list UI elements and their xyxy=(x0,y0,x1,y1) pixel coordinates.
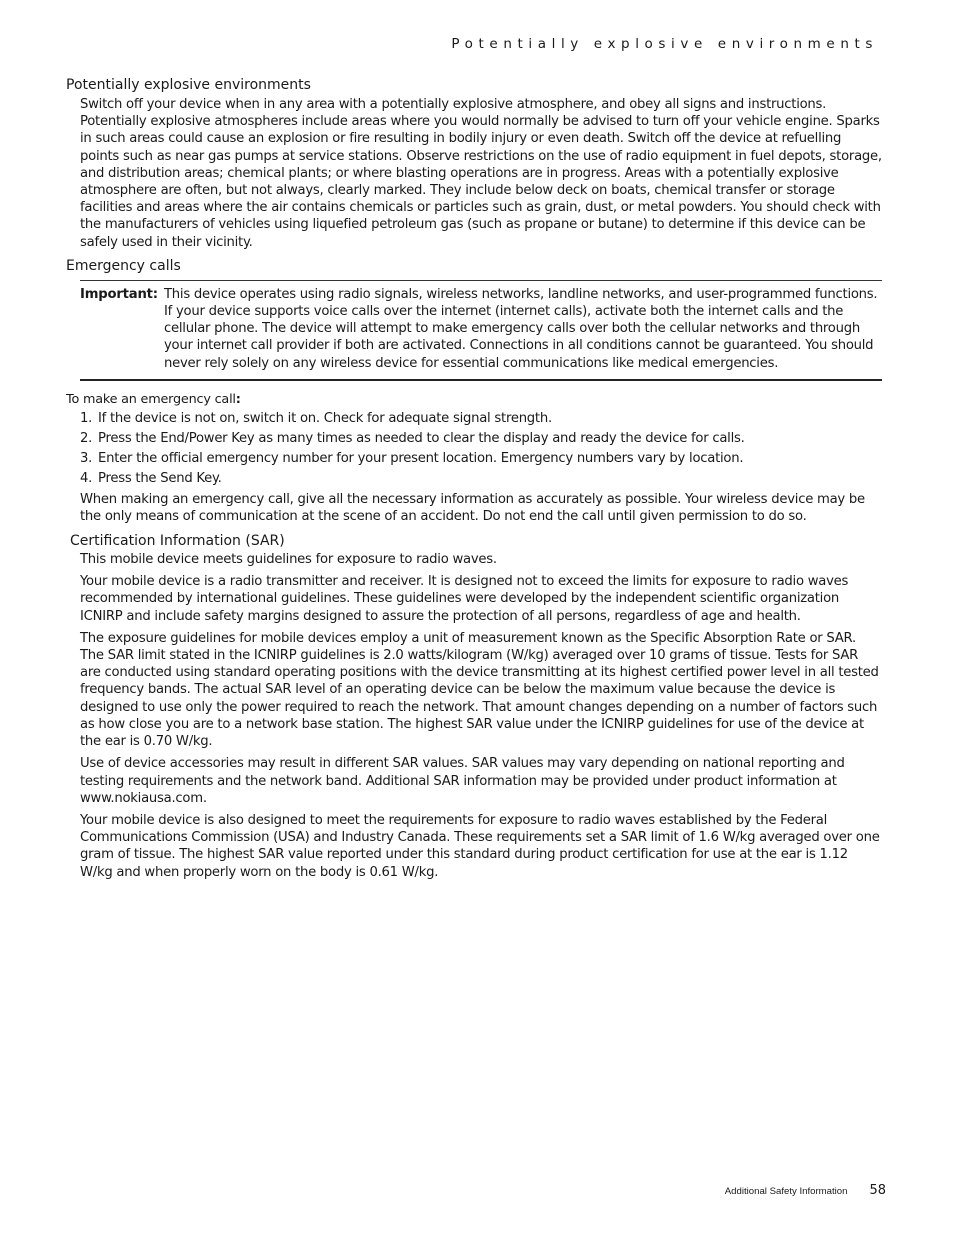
step-text: Press the End/Power Key as many times as needed to clear the display and ready the device for calls. xyxy=(98,431,745,447)
page-footer xyxy=(725,1183,886,1198)
section-heading-sar: Certification Information (SAR) xyxy=(70,533,285,550)
paragraph-sar: Use of device accessories may result in different SAR values. SAR values may vary depending on national reporting and testing requirements and the network band. Additional SAR information may be provided under product information at www.nokiausa.com. xyxy=(80,756,845,806)
footer-section-title: Additional Safety Information xyxy=(724,1186,848,1197)
step-number: 4. xyxy=(80,471,93,487)
paragraph-sar: Your mobile device is a radio transmitter and receiver. It is designed not to exceed the limits for exposure to radio waves recommended by international guidelines. These guidelines were developed by the independent scientific organization ICNIRP and include safety margins designed to assure the protection of all persons, regardless of age and health. xyxy=(80,574,849,624)
step-text: If the device is not on, switch it on. Check for adequate signal strength. xyxy=(98,410,552,426)
paragraph-sar: This mobile device meets guidelines for exposure to radio waves. xyxy=(80,552,497,568)
paragraph-sar: Your mobile device is also designed to meet the requirements for exposure to radio waves established by the Federal Communications Commission (USA) and Industry Canada. These requirements set a SAR limit of 1.6 W/kg averaged over one gram of tissue. The highest SAR value reported under this standard during product certification for use at the ear is 1.12 W/kg and when properly worn on the body is 0.61 W/kg. xyxy=(80,812,880,880)
important-text: This device operates using radio signals, wireless networks, landline networks, and user-programmed functions. If your device supports voice calls over the internet (internet calls), activate both the internet calls and the cellular phone. The device will attempt to make emergency calls over both the cellular networks and through your internet call provider if both are activated. Connections in all conditions cannot be guaranteed. You should never rely solely on any wireless device for essential communications like medical emergencies. xyxy=(164,286,878,371)
list-item xyxy=(80,410,882,427)
divider-bottom xyxy=(80,379,882,381)
step-text: Enter the official emergency number for your present location. Emergency numbers vary by location. xyxy=(98,451,744,467)
list-item xyxy=(80,470,882,487)
step-text: Press the Send Key. xyxy=(98,471,222,487)
step-number: 1. xyxy=(80,410,93,426)
paragraph-emergency-after: When making an emergency call, give all the necessary information as accurately as possible. Your wireless device may be the only means of communication at the scene of an accident. Do not end the call until given permission to do so. xyxy=(80,491,865,524)
step-number: 3. xyxy=(80,451,93,467)
subhead-colon: : xyxy=(235,391,241,407)
page-content xyxy=(66,75,882,881)
section-heading-emergency: Emergency calls xyxy=(66,257,181,274)
subhead-text: To make an emergency call xyxy=(66,391,236,407)
important-label: Important: xyxy=(80,286,158,302)
page-number: 58 xyxy=(869,1183,886,1198)
emergency-steps-list xyxy=(80,410,882,488)
important-notice xyxy=(80,286,882,372)
emergency-call-subhead xyxy=(66,392,882,408)
section-heading-explosive: Potentially explosive environments xyxy=(66,77,311,93)
paragraph-sar: The exposure guidelines for mobile devices employ a unit of measurement known as the Specific Absorption Rate or SAR. The SAR limit stated in the ICNIRP guidelines is 2.0 watts/kilogram (W/kg) averaged over 10 grams of tissue. Tests for SAR are conducted using standard operating positions with the device transmitting at its highest certified power level in all tested frequency bands. The actual SAR level of an operating device can be below the maximum value because the device is designed to use only the power required to reach the network. That amount changes depending on a number of factors such as how close you are to a network base station. The highest SAR value under the ICNIRP guidelines for use of the device at the ear is 0.70 W/kg. xyxy=(80,630,879,750)
running-header: Potentially explosive environments xyxy=(451,36,878,52)
paragraph-explosive: Switch off your device when in any area with a potentially explosive atmosphere, and obey all signs and instructions. Potentially explosive atmospheres include areas where you would normally be advised to turn off your vehicle engine. Sparks in such areas could cause an explosion or fire resulting in bodily injury or even death. Switch off the device at refuelling points such as near gas pumps at service stations. Observe restrictions on the use of radio equipment in fuel depots, storage, and distribution areas; chemical plants; or where blasting operations are in progress. Areas with a potentially explosive atmosphere are often, but not always, clearly marked. They include below deck on boats, chemical transfer or storage facilities and areas where the air contains chemicals or particles such as grain, dust, or metal powders. You should check with the manufacturers of vehicles using liquefied petroleum gas (such as propane or butane) to determine if this device can be safely used in their vicinity. xyxy=(80,97,882,250)
list-item xyxy=(80,430,882,447)
list-item xyxy=(80,450,882,467)
divider-top xyxy=(80,280,882,281)
step-number: 2. xyxy=(80,431,93,447)
